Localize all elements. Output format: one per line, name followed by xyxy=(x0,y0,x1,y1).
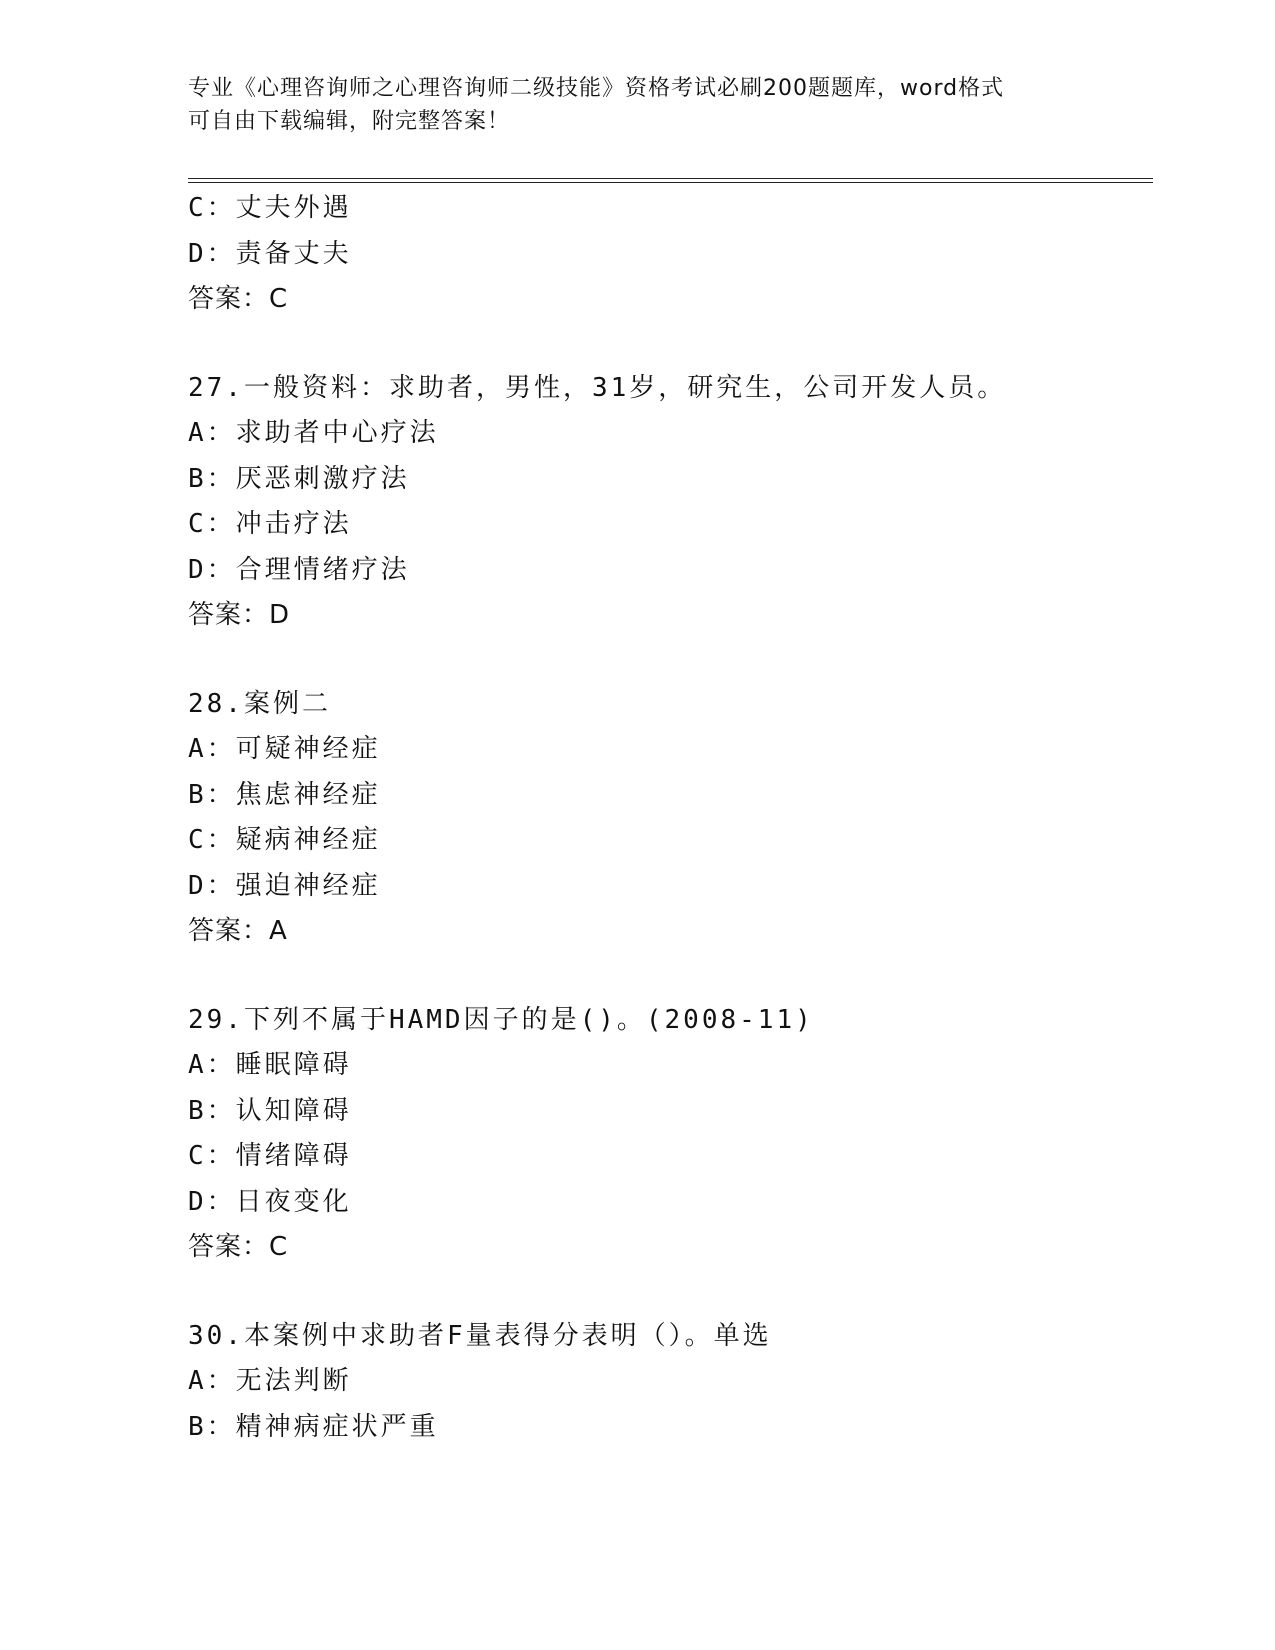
spacer xyxy=(188,1271,1148,1314)
question-27-option-a: A：求助者中心疗法 xyxy=(188,418,439,448)
header-title-line-2: 可自由下载编辑，附完整答案！ xyxy=(188,109,511,134)
question-28-title: 28.案例二 xyxy=(188,688,331,719)
option-c: C：丈夫外遇 xyxy=(188,193,352,223)
document-header xyxy=(188,72,1088,138)
question-29-option-d: D：日夜变化 xyxy=(188,1186,352,1217)
option-d: D：责备丈夫 xyxy=(188,238,352,269)
spacer xyxy=(188,639,1148,682)
question-27-option-b: B：厌恶刺激疗法 xyxy=(188,463,410,494)
spacer xyxy=(188,955,1148,998)
question-29-option-a: A：睡眠障碍 xyxy=(188,1050,352,1080)
header-divider-bottom xyxy=(188,182,1153,183)
question-27-option-c: C：冲击疗法 xyxy=(188,509,352,539)
question-29-option-c: C：情绪障碍 xyxy=(188,1141,352,1171)
question-28-answer: 答案：A xyxy=(188,916,288,946)
question-28-option-c: C：疑病神经症 xyxy=(188,825,381,855)
question-30-title: 30.本案例中求助者F量表得分表明（）。单选 xyxy=(188,1320,772,1351)
answer-line: 答案：C xyxy=(188,284,289,314)
question-list xyxy=(188,186,1148,1450)
question-29-option-b: B：认知障碍 xyxy=(188,1095,352,1126)
question-28-option-d: D：强迫神经症 xyxy=(188,870,381,901)
header-divider-top xyxy=(188,178,1153,179)
question-28-option-a: A：可疑神经症 xyxy=(188,734,381,764)
question-28-option-b: B：焦虑神经症 xyxy=(188,779,381,810)
question-27-title: 27.一般资料：求助者，男性，31岁，研究生，公司开发人员。 xyxy=(188,372,1007,403)
question-30-option-b: B：精神病症状严重 xyxy=(188,1411,439,1442)
question-29-title: 29.下列不属于HAMD因子的是()。(2008-11) xyxy=(188,1004,814,1035)
question-27-option-d: D：合理情绪疗法 xyxy=(188,554,410,585)
spacer xyxy=(188,323,1148,366)
question-30-option-a: A：无法判断 xyxy=(188,1366,352,1396)
question-29-answer: 答案：C xyxy=(188,1232,289,1262)
question-27-answer: 答案：D xyxy=(188,600,291,630)
header-title-line-1: 专业《心理咨询师之心理咨询师二级技能》资格考试必刷200题题库，word格式 xyxy=(188,76,1005,101)
